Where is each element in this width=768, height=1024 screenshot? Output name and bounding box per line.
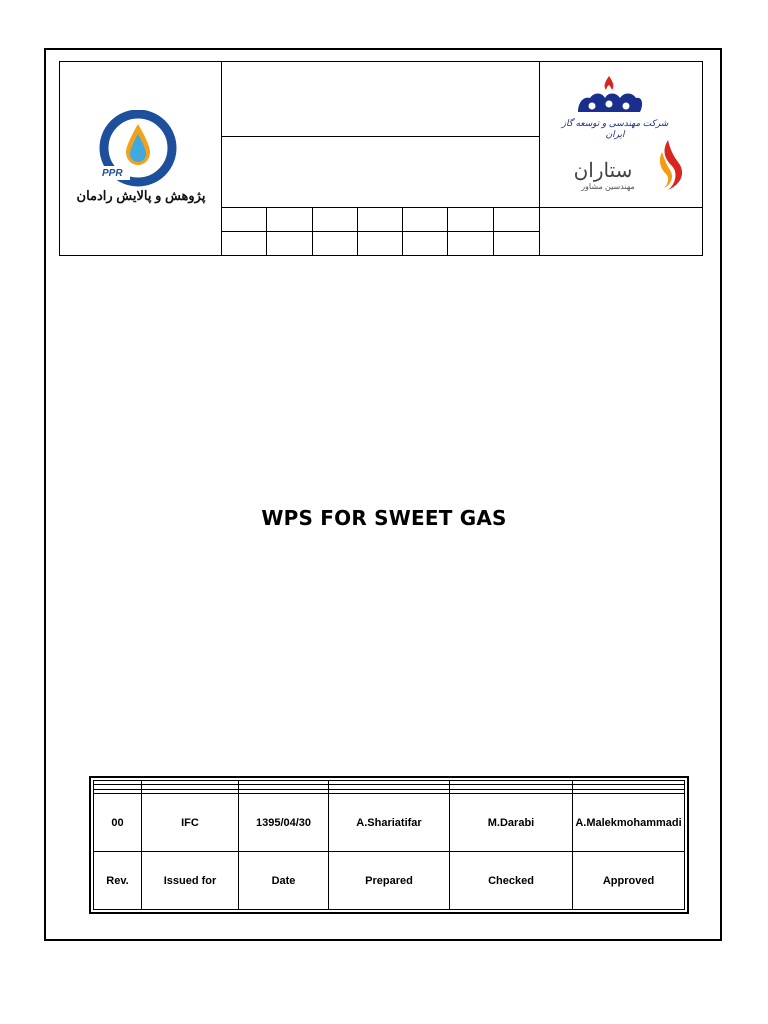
header-prepared: Prepared	[329, 852, 450, 910]
doc-number-cell	[222, 232, 267, 256]
doc-number-cell	[267, 232, 312, 256]
ppr-caption: پژوهش و پالایش رادمان	[76, 188, 206, 203]
header-approved: Approved	[573, 852, 685, 910]
revision-table	[89, 776, 689, 914]
setaran-subtitle: مهندسین مشاور	[581, 182, 635, 191]
doc-number-cell	[448, 232, 493, 256]
doc-number-cell	[313, 232, 358, 256]
approved-by-cell: A.Malekmohammadi	[573, 794, 685, 852]
header-date: Date	[239, 852, 329, 910]
date-cell: 1395/04/30	[239, 794, 329, 852]
document-title: WPS FOR SWEET GAS	[261, 506, 507, 530]
issued-for-cell: IFC	[142, 794, 239, 852]
nioc-logo-icon	[572, 72, 646, 122]
client-logos-cell	[540, 62, 702, 255]
doc-number-cell	[267, 208, 312, 232]
title-block-middle	[222, 62, 540, 255]
nioc-caption: شرکت مهندسی و توسعه گاز ایران	[561, 118, 669, 139]
rev-number-cell: 00	[94, 794, 142, 852]
ppr-logo-cell	[60, 62, 222, 255]
table-row	[94, 794, 685, 852]
title-block-header	[59, 61, 703, 256]
doc-number-cell	[403, 232, 448, 256]
setaran-name: ستاران	[573, 160, 633, 182]
doc-number-cell	[313, 208, 358, 232]
table-header-row	[94, 852, 685, 910]
header-checked: Checked	[450, 852, 573, 910]
doc-number-cell	[494, 232, 539, 256]
prepared-by-cell: A.Shariatifar	[329, 794, 450, 852]
client-logos-area	[540, 62, 702, 208]
doc-number-cell	[358, 208, 403, 232]
doc-number-cell	[358, 232, 403, 256]
doc-number-cell	[448, 208, 493, 232]
checked-by-cell: M.Darabi	[450, 794, 573, 852]
doc-number-cell	[222, 208, 267, 232]
document-number-grid	[222, 208, 539, 255]
header-rev: Rev.	[94, 852, 142, 910]
ppr-brand-text: PPR	[102, 168, 123, 179]
project-title-cell	[222, 62, 539, 137]
document-title-cell	[222, 137, 539, 208]
doc-number-cell	[494, 208, 539, 232]
doc-number-cell	[403, 208, 448, 232]
header-issued-for: Issued for	[142, 852, 239, 910]
